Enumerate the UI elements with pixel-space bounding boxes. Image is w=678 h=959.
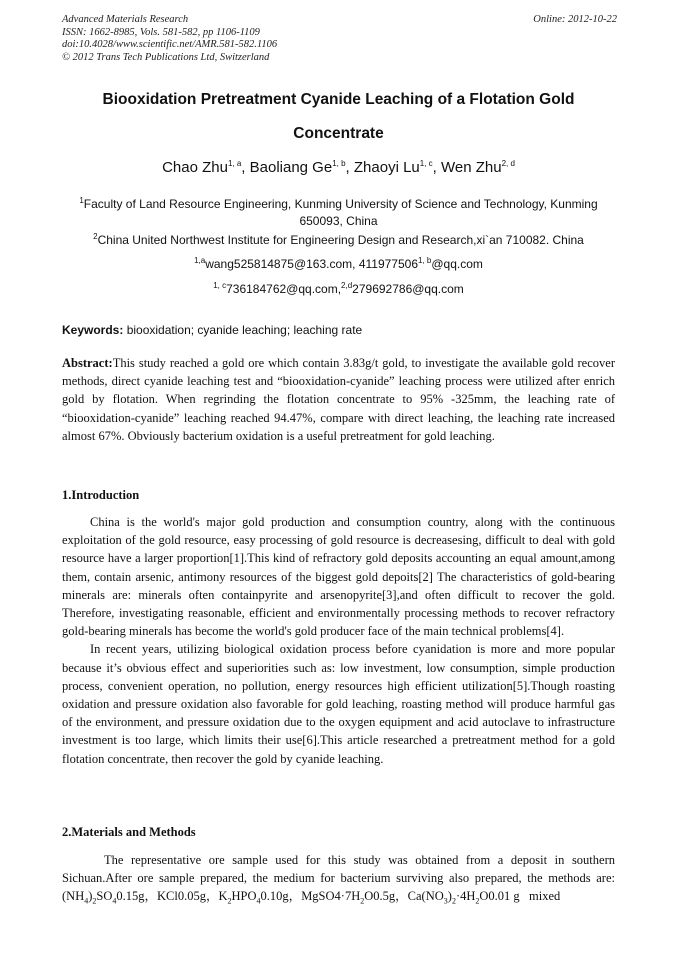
journal-name: Advanced Materials Research: [62, 14, 189, 25]
author-affil-mark: 2, d: [501, 159, 515, 168]
formula: $K_2HPO_40.10g$: [218, 889, 289, 906]
copyright-line: © 2012 Trans Tech Publications Ltd, Switzerland: [62, 51, 270, 63]
email-line-1: [62, 257, 615, 271]
email-line-2: [62, 282, 615, 296]
paragraph-text: The representative ore sample used for this study was obtained from a deposit in southern Sichuan.After ore sample prepared, the medium for bacterium surviving also prepared, the methods are:: [62, 853, 615, 886]
author-name: Baoliang Ge: [249, 159, 333, 176]
author-name: Chao Zhu: [162, 159, 228, 176]
author-affil-mark: 1, b: [332, 159, 346, 168]
email-mark: 1, b: [418, 256, 432, 265]
abstract-label: Abstract:: [62, 356, 113, 370]
paragraph: China is the world's major gold production and consumption country, along with the continuous exploitation of the gold resource, easy processing of gold resource is decreasesing, difficult to deal with gold resource have a larger proportion[1].This kind of refractory gold deposits accounting an equal amount,among them, contain arsenic, antimony resources of the biggest gold depoits[2] The characteristics of gold-bearing minerals are: minerals often containpyrite and arsenopyrite[3],and often difficult to recover the gold. Therefore, investigating reasonable, efficient and environmentally processing methods to recover refractory gold-bearing minerals has become the world's gold producer face of the main technical problems[4].: [62, 515, 615, 639]
affiliation-text: China United Northwest Institute for Engineering Design and Research,xi`an 710082. China: [97, 233, 584, 247]
author-name: Zhaoyi Lu: [353, 159, 420, 176]
affiliation-mark: 1: [79, 196, 84, 205]
affiliation-2: [62, 232, 615, 249]
author-affil-mark: 1, c: [419, 159, 433, 168]
formula: $Ca(NO_3)_2\cdot 4H_2O0.01$ g: [407, 889, 520, 906]
keywords: [62, 323, 615, 337]
methods-body: [62, 851, 615, 906]
affiliation-1: [62, 196, 615, 229]
paragraph: The representative ore sample used for this study was obtained from a deposit in southern Sichuan.After ore sample prepared, the medium for bacterium surviving also prepared, the methods are: $(NH_4)_2SO_40.15g$，KCl0.05g，$K_2HPO_40.10g$，$MgSO4\cdot 7H_2O0.5g$，$Ca(NO_3)_2\cdot 4H_2O0.01$ g mixed: [62, 853, 615, 906]
affiliation-mark: 2: [93, 232, 98, 241]
paragraph-text: mixed: [529, 889, 561, 904]
author-affil-mark: 1, a: [227, 159, 242, 168]
affiliation-text: Faculty of Land Resource Engineering, Kunming University of Science and Technology, Kunming 650093, China: [83, 197, 598, 228]
paper-title-line-1: Biooxidation Pretreatment Cyanide Leaching of a Flotation Gold: [102, 91, 575, 108]
email-text: @qq.com: [431, 257, 483, 271]
email-text: 736184762@qq.com,: [226, 282, 342, 296]
doi-line: doi:10.4028/www.scientific.net/AMR.581-582.1106: [62, 39, 278, 50]
formula: $MgSO4\cdot 7H_2O0.5g$: [301, 889, 396, 906]
section-heading-introduction: 1.Introduction: [62, 488, 140, 502]
introduction-body: [62, 513, 615, 768]
keywords-label: Keywords:: [62, 323, 124, 337]
paragraph: In recent years, utilizing biological oxidation process before cyanidation is more and more popular because it’s obvious effect and superiorities such as: low investment, low consumption, simple production process, convenient operation, no pollution, energy resources high efficient utilization[5].Though roasting oxidation and pressure oxidation also favorable for gold leaching, roasting method will produce harmful gas of the environment, and pressure oxidation due to the oxygen equipment and acid autoclave to infrastructure investment is too large, which limits their use[6].This article researched a pretreatment method for a gold flotation concentrate, then recover the gold by cyanide leaching.: [62, 642, 615, 766]
email-mark: 1, c: [213, 281, 227, 290]
formula: $(NH_4)_2SO_40.15g$: [62, 889, 145, 906]
online-date: Online: 2012-10-22: [533, 14, 617, 25]
email-text: 279692786@qq.com: [352, 282, 464, 296]
abstract: [62, 354, 615, 445]
issn-line: ISSN: 1662-8985, Vols. 581-582, pp 1106-1109: [62, 26, 260, 38]
abstract-text: This study reached a gold ore which contain 3.83g/t gold, to investigate the available gold recover methods, direct cyanide leaching test and “biooxidation-cyanide” leaching process were utilized after enrich gold by flotation. When regrinding the flotation concentrate to 95% -325mm, the leaching rate of “biooxidation-cyanide” leaching reached 94.47%, compare with direct leaching, the leaching rate increased almost 67%. Obviously bacterium oxidation is a useful pretreatment for gold leaching.: [62, 356, 615, 443]
email-mark: 1,a: [194, 256, 206, 265]
formula: KCl0.05g: [157, 889, 206, 904]
author-list: Chao Zhu$^{1, a}$, Baoliang Ge$^{1, b}$, Zhaoyi Lu$^{1, c}$, Wen Zhu$^{2, d}$: [162, 159, 515, 176]
email-text: wang525814875@163.com, 411977506: [205, 257, 419, 271]
keywords-text: biooxidation; cyanide leaching; leaching rate: [126, 323, 363, 337]
section-heading-methods: 2.Materials and Methods: [62, 825, 196, 839]
author-name: Wen Zhu: [441, 159, 502, 176]
paper-title-line-2: Concentrate: [293, 125, 384, 142]
journal-header: [62, 14, 617, 64]
email-mark: 2,d: [341, 281, 353, 290]
